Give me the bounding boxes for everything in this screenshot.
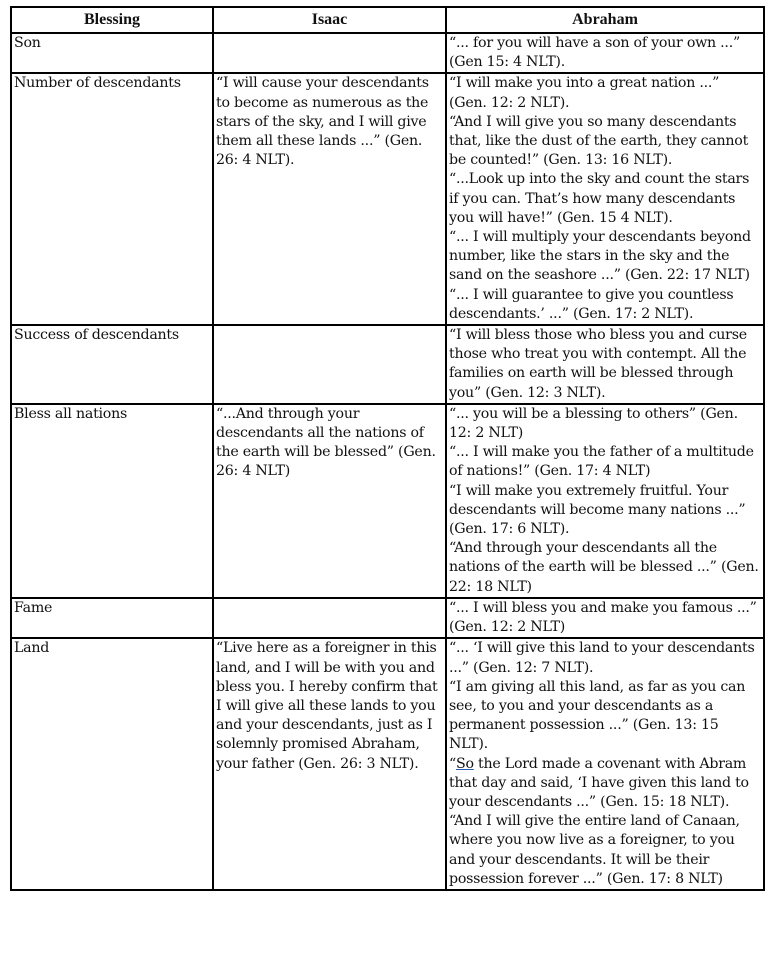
table-body <box>11 33 764 890</box>
table-row <box>11 598 764 638</box>
abraham-quote: “... you will be a blessing to others” (Gen. 12: 2 NLT) <box>449 405 738 442</box>
abraham-cell <box>446 598 764 638</box>
abraham-cell <box>446 638 764 890</box>
abraham-quote: “...Look up into the sky and count the stars if you can. That’s how many descendants you will have!” (Gen. 15 4 NLT). <box>449 171 750 226</box>
abraham-quote: “I will make you into a great nation ...” (Gen. 12: 2 NLT). <box>449 75 720 111</box>
isaac-cell <box>213 598 446 638</box>
abraham-quote: “... for you will have a son of your own ...” (Gen 15: 4 NLT). <box>449 35 740 71</box>
isaac-quote: “Live here as a foreigner in this land, and I will be with you and bless you. I hereby confirm that I will give all these lands to you and your descendants, just as I solemnly promised Abraham, your father (Gen. 26: 3 NLT). <box>216 640 438 772</box>
isaac-cell <box>213 404 446 598</box>
abraham-quote: “... I will bless you and make you famous ...” (Gen. 12: 2 NLT) <box>449 599 757 636</box>
header-row <box>11 7 764 33</box>
blessings-comparison-table <box>10 6 765 891</box>
isaac-cell <box>213 33 446 73</box>
table-row <box>11 404 764 598</box>
isaac-cell <box>213 325 446 404</box>
abraham-quote: “I will make you extremely fruitful. Your descendants will become many nations ...” (Gen. 17: 6 NLT). <box>449 482 746 538</box>
header-blessing: Blessing <box>11 7 213 33</box>
table-row <box>11 325 764 404</box>
abraham-quote: “And I will give the entire land of Canaan, where you now live as a foreigner, to you and your descendants. It will be their possession forever ...” (Gen. 17: 8 NLT) <box>449 813 740 887</box>
abraham-quote: “I am giving all this land, as far as you can see, to you and your descendants as a permanent possession ...” (Gen. 13: 15 NLT). <box>449 678 746 753</box>
abraham-quote: “So the Lord made a covenant with Abram that day and said, ‘I have given this land to your descendants ...” (Gen. 15: 18 NLT). <box>449 755 749 810</box>
abraham-cell <box>446 325 764 404</box>
abraham-quote: “... I will guarantee to give you countless descendants.’ ...” (Gen. 17: 2 NLT). <box>449 286 734 322</box>
isaac-quote: “I will cause your descendants to become as numerous as the stars of the sky, and I will give them all these lands ...” (Gen. 26: 4 NLT). <box>216 75 429 169</box>
blessing-cell: Land <box>11 638 213 890</box>
isaac-cell <box>213 73 446 325</box>
spellcheck-underline: So <box>456 755 474 772</box>
blessing-cell: Success of descendants <box>11 325 213 404</box>
abraham-quote: “... I will make you the father of a multitude of nations!” (Gen. 17: 4 NLT) <box>449 444 754 480</box>
table-row <box>11 638 764 890</box>
blessing-cell: Fame <box>11 598 213 638</box>
table-row <box>11 33 764 73</box>
abraham-quote: “And through your descendants all the nations of the earth will be blessed ...” (Gen. 22: 18 NLT) <box>449 540 759 595</box>
header-abraham: Abraham <box>446 7 764 33</box>
blessing-cell: Bless all nations <box>11 404 213 598</box>
abraham-quote: “... ‘I will give this land to your descendants ...” (Gen. 12: 7 NLT). <box>449 640 755 676</box>
abraham-cell <box>446 404 764 598</box>
blessing-cell: Son <box>11 33 213 73</box>
isaac-cell <box>213 638 446 890</box>
abraham-quote: “And I will give you so many descendants that, like the dust of the earth, they cannot be counted!” (Gen. 13: 16 NLT). <box>449 113 749 169</box>
abraham-quote: “I will bless those who bless you and curse those who treat you with contempt. All the families on earth will be blessed through you” (Gen. 12: 3 NLT). <box>449 327 747 401</box>
abraham-cell <box>446 73 764 325</box>
table-row <box>11 73 764 325</box>
blessing-cell: Number of descendants <box>11 73 213 325</box>
header-isaac: Isaac <box>213 7 446 33</box>
abraham-quote: “... I will multiply your descendants beyond number, like the stars in the sky and the sand on the seashore ...” (Gen. 22: 17 NLT) <box>449 229 751 284</box>
isaac-quote: “...And through your descendants all the nations of the earth will be blessed” (Gen. 26: 4 NLT) <box>216 405 436 480</box>
abraham-cell <box>446 33 764 73</box>
